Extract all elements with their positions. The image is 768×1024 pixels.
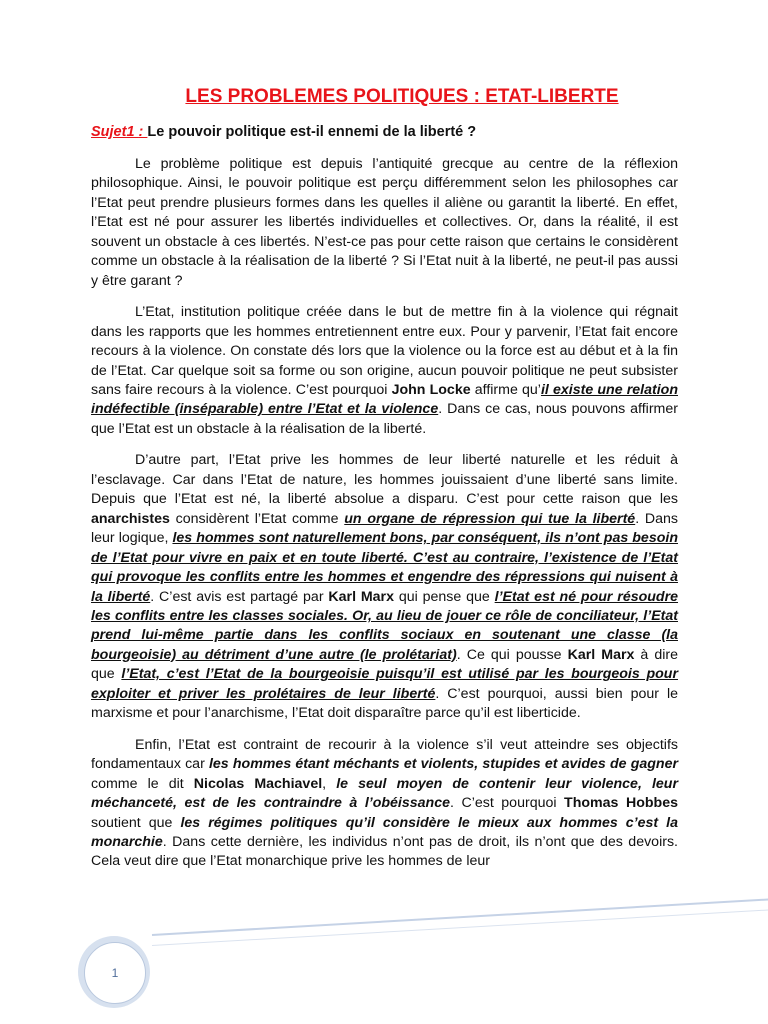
author-name: John Locke [391, 381, 471, 398]
author-name: Thomas Hobbes [564, 795, 678, 812]
text-span: . C’est pourquoi [449, 795, 565, 812]
author-name: Karl Marx [567, 646, 635, 663]
author-name: anarchistes [91, 510, 170, 527]
quote: il existe une relation indéfectible (inséparable) entre l’Etat et la violence [91, 381, 678, 418]
text-span: considèrent l’Etat comme [169, 510, 345, 527]
subject-separator: : [138, 124, 148, 140]
author-name: Nicolas Machiavel [193, 775, 323, 792]
subject-line [91, 124, 476, 140]
quote: les hommes sont naturellement bons, par conséquent, ils n’ont pas besoin de l’Etat pour vivre en paix et en toute liberté. C’est au contraire, l’existence de l’Etat qui provoque les conflits entre les hommes et engendre des répressions qui nuisent à la liberté [91, 530, 678, 605]
text-span: Enfin, l’Etat est contraint de recourir à la violence s’il veut atteindre ses objectifs fondamentaux car [91, 736, 678, 773]
quote: le seul moyen de contenir leur violence, leur méchanceté, est de les contraindre à l’obéissance [91, 775, 678, 812]
text-span: L’Etat, institution politique créée dans le but de mettre fin à la violence qui régnait dans les rapports que les hommes entretiennent entre eux. Pour y parvenir, l’Etat fait encore recours à la violence. On constate dés lors que la violence ou la force est au début et à la fin de l’Etat. Car quelque soit sa forme ou son origine, aucun pouvoir politique ne peut subsister sans faire recours à la violence. C’est pourquoi [91, 304, 678, 398]
subject-label: Sujet1 [91, 124, 139, 140]
text-span: affirme qu’ [470, 381, 541, 398]
text-span: . C’est pourquoi, aussi bien pour le marxisme et pour l’anarchisme, l’Etat doit disparaître parce qu’il est liberticide. [91, 685, 678, 722]
text-span: D’autre part, l’Etat prive les hommes de leur liberté naturelle et les réduit à l’esclavage. Car dans l’Etat de nature, les hommes jouissaient d’une liberté sans limite. Depuis que l’Etat est né, la liberté absolue a disparu. C’est pour cette raison que les [91, 452, 678, 508]
page-title: LES PROBLEMES POLITIQUES : ETAT-LIBERTE [185, 86, 619, 107]
text-span: , [322, 775, 337, 792]
page-number-badge [84, 942, 146, 1004]
quote: un organe de répression qui tue la liberté [344, 510, 636, 527]
text-span: . Dans cette dernière, les individus n’ont pas de droit, ils n’ont que des devoirs. Cela veut dire que l’Etat monarchique prive les hommes de leur [91, 833, 678, 870]
quote: l’Etat est né pour résoudre les conflits entre les classes sociales. Or, au lieu de jouer ce rôle de conciliateur, l’Etat prend lui-même partie dans les conflits sociaux en soutenant une classe (la bourgeoisie) au détriment d’une autre (le prolétariat) [91, 588, 679, 663]
document-body [91, 155, 678, 884]
text-span: . Dans ce cas, nous pouvons affirmer que l’Etat est un obstacle à la réalisation de la liberté. [91, 401, 678, 437]
paragraph-anarchism-marxism [91, 451, 678, 723]
text-span: . Ce qui pousse [456, 646, 568, 663]
author-name: Karl Marx [328, 588, 394, 605]
text-span: . C’est avis est partagé par [150, 588, 329, 605]
paragraph-intro: Le problème politique est depuis l’antiquité grecque au centre de la réflexion philosophique. Ainsi, le pouvoir politique est perçu différemment selon les philosophes car l’Etat peut prendre plusieurs formes dans les quelles il aliène ou garantit la liberté. En effet, l’Etat est né pour assurer les libertés individuelles et collectives. Or, dans la réalité, il est souvent un obstacle à ces libertés. N’est-ce pas pour cette raison que certains le considèrent comme un obstacle à la réalisation de la liberté ? Si l’Etat nuit à la liberté, ne peut-il pas aussi y être garant ? [91, 156, 678, 289]
text-span: qui pense que [393, 588, 495, 605]
subject-question: Le pouvoir politique est-il ennemi de la liberté ? [147, 124, 477, 140]
footer-divider-secondary [152, 909, 768, 946]
text-span: à dire que [91, 646, 679, 683]
text-span: . Dans leur logique, [91, 510, 678, 547]
paragraph-machiavel-hobbes [91, 736, 678, 872]
page-number: 1 [111, 966, 119, 980]
quote: les régimes politiques qu’il considère le mieux aux hommes c’est la monarchie [91, 814, 678, 850]
paragraph-locke [91, 303, 678, 439]
quote: l’Etat, c’est l’Etat de la bourgeoisie puisqu’il est utilisé par les bourgeois pour exploiter et priver les prolétaires de leur liberté [91, 666, 678, 702]
text-span: soutient que [91, 814, 181, 831]
footer-divider [152, 898, 768, 936]
text-span: comme le dit [91, 775, 194, 792]
quote: les hommes étant méchants et violents, stupides et avides de gagner [208, 756, 678, 773]
